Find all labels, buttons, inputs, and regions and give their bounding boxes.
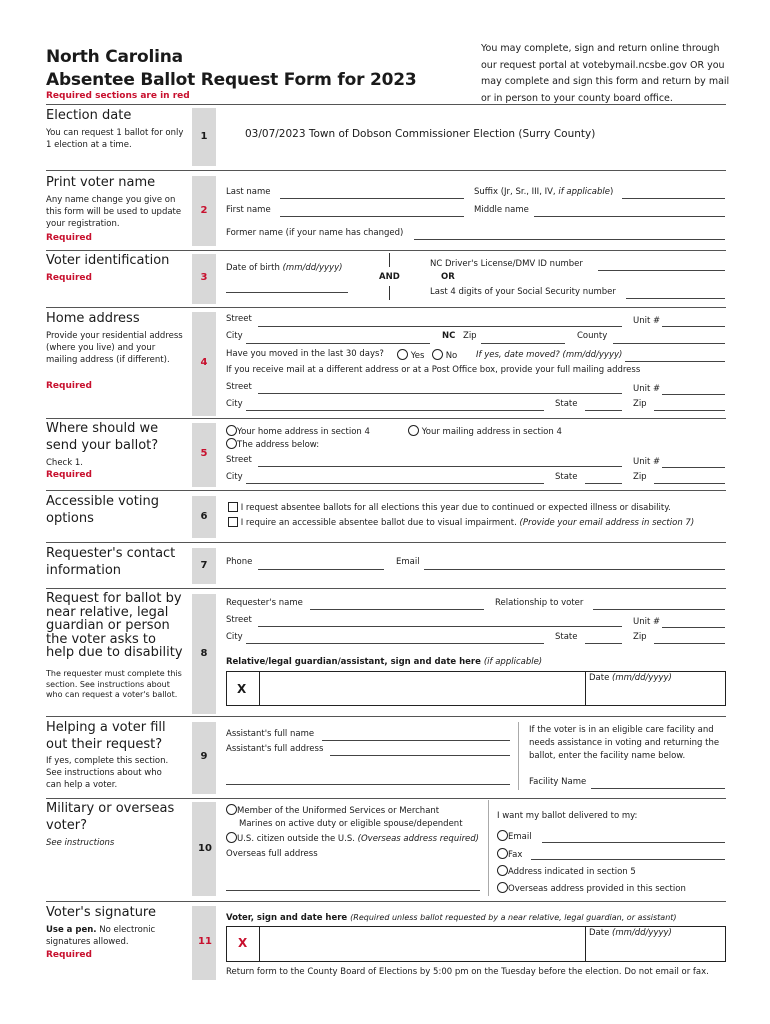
section-number: 6 xyxy=(200,511,208,522)
divider xyxy=(46,716,726,717)
radio-icon[interactable] xyxy=(408,425,419,436)
section-desc: Use a pen. No electronic signatures allowed. xyxy=(46,925,156,947)
state-nc-label: NC xyxy=(442,331,456,341)
deliver-fax-field[interactable] xyxy=(531,859,725,860)
ssn-label: Last 4 digits of your Social Security number xyxy=(430,287,616,297)
middle-name-label: Middle name xyxy=(474,205,529,215)
sign-mark: X xyxy=(237,682,247,696)
state-label: State xyxy=(555,632,578,642)
intro-text: You may complete, sign and return online through our request portal at votebymail.ncsbe.gov OR you may complete and sign this form and return by mail or in person to your county board office. xyxy=(481,43,730,104)
section-title: Home address xyxy=(46,311,140,326)
ssn-field[interactable] xyxy=(626,298,725,299)
street-field[interactable] xyxy=(258,326,622,327)
section-number: 9 xyxy=(200,751,208,762)
divider xyxy=(46,542,726,543)
dl-field[interactable] xyxy=(598,270,725,271)
phone-field[interactable] xyxy=(258,569,384,570)
city-label: City xyxy=(226,331,243,341)
required-note: Required sections are in red xyxy=(46,91,190,101)
radio-icon[interactable] xyxy=(497,865,508,876)
section-title: Voter's signature xyxy=(46,905,156,920)
section-number: 2 xyxy=(200,205,208,216)
section-number: 8 xyxy=(200,648,208,659)
divider xyxy=(46,588,726,589)
section-title: Accessible voting options xyxy=(46,494,159,526)
mail-zip-field[interactable] xyxy=(654,410,725,411)
relationship-label: Relationship to voter xyxy=(495,598,584,608)
radio-icon[interactable] xyxy=(497,882,508,893)
assistant-address-field[interactable] xyxy=(330,755,510,756)
radio-icon[interactable] xyxy=(497,830,508,841)
dob-label: Date of birth (mm/dd/yyyy) xyxy=(226,263,343,273)
county-label: County xyxy=(577,331,608,341)
moved-date-field[interactable] xyxy=(625,361,725,362)
facility-note: If the voter is in an eligible care facility and needs assistance in voting and returning the ballot, enter the facility name below. xyxy=(529,725,720,761)
deliver-overseas-option[interactable]: Overseas address provided in this section xyxy=(497,882,686,894)
unit-field[interactable] xyxy=(662,467,725,468)
deliver-email-field[interactable] xyxy=(542,842,725,843)
middle-name-field[interactable] xyxy=(534,216,725,217)
mail-city-label: City xyxy=(226,399,243,409)
unit-field[interactable] xyxy=(662,326,725,327)
ballot-below-option[interactable]: The address below: xyxy=(226,438,319,450)
or-label: OR xyxy=(441,272,455,282)
facility-name-field[interactable] xyxy=(591,788,725,789)
section-title: Requester's contact information xyxy=(46,546,176,578)
sign-mark: X xyxy=(238,936,248,950)
date-label: Date (mm/dd/yyyy) xyxy=(589,928,672,938)
return-instructions: Return form to the County Board of Elections by 5:00 pm on the Tuesday before the election. Do not email or fax. xyxy=(226,967,709,977)
overseas-address-label: Overseas full address xyxy=(226,849,318,859)
divider xyxy=(46,307,726,308)
dob-field[interactable] xyxy=(226,292,348,293)
section-desc: Provide your residential address (where you live) and your mailing address (if different). xyxy=(46,331,183,365)
moved-no-option[interactable]: No xyxy=(432,349,457,361)
facility-name-label: Facility Name xyxy=(529,777,587,787)
section-title: Voter identification xyxy=(46,253,170,268)
us-citizen-overseas-option[interactable]: U.S. citizen outside the U.S. (Overseas address required) xyxy=(226,832,479,844)
visual-impairment-option[interactable]: I require an accessible absentee ballot due to visual impairment. (Provide your email address in section 7) xyxy=(228,517,694,528)
deliver-email-option[interactable]: Email xyxy=(497,830,532,842)
ballot-home-option[interactable]: Your home address in section 4 xyxy=(226,425,370,437)
voter-sign-label: Voter, sign and date here (Required unless ballot requested by a near relative, legal guardian, or assistant) xyxy=(226,913,677,923)
zip-field[interactable] xyxy=(481,343,565,344)
first-name-label: First name xyxy=(226,205,271,215)
section-desc: If yes, complete this section. See instructions about who can help a voter. xyxy=(46,756,169,790)
unit-field[interactable] xyxy=(662,627,725,628)
radio-icon[interactable] xyxy=(497,848,508,859)
city-field[interactable] xyxy=(246,483,544,484)
radio-icon[interactable] xyxy=(226,832,237,843)
section-number: 10 xyxy=(198,843,212,854)
relationship-field[interactable] xyxy=(593,609,725,610)
moved-date-label: If yes, date moved? (mm/dd/yyyy) xyxy=(476,350,623,360)
mail-street-label: Street xyxy=(226,382,252,392)
requester-name-field[interactable] xyxy=(310,609,484,610)
unit-label: Unit # xyxy=(633,316,661,326)
overseas-address-field[interactable] xyxy=(226,890,480,891)
divider xyxy=(46,901,726,902)
mail-unit-label: Unit # xyxy=(633,384,661,394)
street-field[interactable] xyxy=(258,466,622,467)
assistant-address-field-2[interactable] xyxy=(226,784,510,785)
former-name-label: Former name (if your name has changed) xyxy=(226,228,404,238)
former-name-field[interactable] xyxy=(414,239,725,240)
mail-unit-field[interactable] xyxy=(662,394,725,395)
moved-question: Have you moved in the last 30 days? xyxy=(226,349,384,359)
section-desc: You can request 1 ballot for only 1 election at a time. xyxy=(46,128,184,150)
uniformed-services-option[interactable]: Member of the Uniformed Services or Merchant Marines on active duty or eligible spouse/dependent xyxy=(226,804,463,831)
requester-sign-label: Relative/legal guardian/assistant, sign and date here (if applicable) xyxy=(226,657,543,667)
section-title: Where should we send your ballot? xyxy=(46,421,159,453)
phone-label: Phone xyxy=(226,557,253,567)
mail-street-field[interactable] xyxy=(258,393,622,394)
street-label: Street xyxy=(226,455,252,465)
section-number: 5 xyxy=(200,448,208,459)
radio-icon[interactable] xyxy=(226,438,237,449)
zip-field[interactable] xyxy=(654,643,725,644)
separator xyxy=(585,671,586,706)
last-name-field[interactable] xyxy=(280,198,464,199)
section-title: Print voter name xyxy=(46,175,156,190)
section-number: 4 xyxy=(200,357,208,368)
unit-label: Unit # xyxy=(633,617,661,627)
required-label: Required xyxy=(46,233,92,243)
radio-icon[interactable] xyxy=(397,349,408,360)
zip-label: Zip xyxy=(633,632,647,642)
mailing-note: If you receive mail at a different address or at a Post Office box, provide your full mailing address xyxy=(226,365,641,375)
moved-yes-option[interactable]: Yes xyxy=(397,349,424,361)
zip-label: Zip xyxy=(633,472,647,482)
mail-city-field[interactable] xyxy=(246,410,544,411)
divider xyxy=(46,104,726,105)
required-label: Required xyxy=(46,273,92,283)
section-desc: The requester must complete this section. See instructions about who can request a voter's ballot. xyxy=(46,669,182,699)
separator xyxy=(518,722,519,790)
email-label: Email xyxy=(396,557,420,567)
city-label: City xyxy=(226,632,243,642)
separator xyxy=(488,800,489,896)
illness-option[interactable]: I request absentee ballots for all elections this year due to continued or expected illness or disability. xyxy=(228,502,671,513)
unit-label: Unit # xyxy=(633,457,661,467)
county-field[interactable] xyxy=(613,343,725,344)
requester-name-label: Requester's name xyxy=(226,598,303,608)
dl-label: NC Driver's License/DMV ID number xyxy=(430,259,583,269)
checkbox-icon[interactable] xyxy=(228,517,238,527)
separator xyxy=(585,926,586,962)
state-field[interactable] xyxy=(585,483,622,484)
radio-icon[interactable] xyxy=(226,425,237,436)
assistant-address-label: Assistant's full address xyxy=(226,744,324,754)
divider xyxy=(46,250,726,251)
state-label: State xyxy=(555,472,578,482)
state-field[interactable] xyxy=(585,643,622,644)
assistant-name-field[interactable] xyxy=(322,740,510,741)
required-label: Required xyxy=(46,470,92,480)
mail-state-field[interactable] xyxy=(585,410,622,411)
radio-icon[interactable] xyxy=(226,804,237,815)
section-desc: Any name change you give on this form will be used to update your registration. xyxy=(46,195,182,229)
section-number: 3 xyxy=(200,272,208,283)
mail-state-label: State xyxy=(555,399,578,409)
section-title: Helping a voter fill out their request? xyxy=(46,720,166,752)
street-label: Street xyxy=(226,615,252,625)
city-label: City xyxy=(226,472,243,482)
ballot-mailing-option[interactable]: Your mailing address in section 4 xyxy=(408,425,562,437)
checkbox-icon[interactable] xyxy=(228,502,238,512)
separator xyxy=(389,286,390,300)
suffix-field[interactable] xyxy=(622,198,725,199)
divider xyxy=(46,798,726,799)
section-number: 11 xyxy=(198,936,212,947)
divider xyxy=(46,490,726,491)
section-number: 1 xyxy=(200,131,208,142)
divider xyxy=(46,418,726,419)
assistant-name-label: Assistant's full name xyxy=(226,729,315,739)
city-field[interactable] xyxy=(246,643,544,644)
city-field[interactable] xyxy=(246,343,430,344)
and-label: AND xyxy=(379,272,400,282)
delivery-label: I want my ballot delivered to my: xyxy=(497,811,638,821)
form-title: North Carolina Absentee Ballot Request Form for 2023 xyxy=(46,47,417,90)
section-desc: Check 1. xyxy=(46,458,83,468)
section-title: Election date xyxy=(46,108,132,123)
suffix-label: Suffix (Jr, Sr., III, IV, if applicable) xyxy=(474,187,614,197)
required-label: Required xyxy=(46,381,92,391)
section-number: 7 xyxy=(200,560,208,571)
separator xyxy=(389,253,390,267)
election-name: 03/07/2023 Town of Dobson Commissioner Election (Surry County) xyxy=(245,128,596,140)
deliver-fax-option[interactable]: Fax xyxy=(497,848,522,860)
section-title: Request for ballot by near relative, legal guardian or person the voter asks to help due to disability xyxy=(46,591,183,660)
divider xyxy=(46,170,726,171)
first-name-field[interactable] xyxy=(280,216,464,217)
date-label: Date (mm/dd/yyyy) xyxy=(589,673,672,683)
street-label: Street xyxy=(226,314,252,324)
street-field[interactable] xyxy=(258,626,622,627)
section-desc: See instructions xyxy=(46,838,115,848)
section-title: Military or overseas voter? xyxy=(46,801,175,833)
deliver-address5-option[interactable]: Address indicated in section 5 xyxy=(497,865,636,877)
mail-zip-label: Zip xyxy=(633,399,647,409)
zip-field[interactable] xyxy=(654,483,725,484)
last-name-label: Last name xyxy=(226,187,271,197)
email-field[interactable] xyxy=(424,569,725,570)
required-label: Required xyxy=(46,950,92,960)
zip-label: Zip xyxy=(463,331,477,341)
radio-icon[interactable] xyxy=(432,349,443,360)
